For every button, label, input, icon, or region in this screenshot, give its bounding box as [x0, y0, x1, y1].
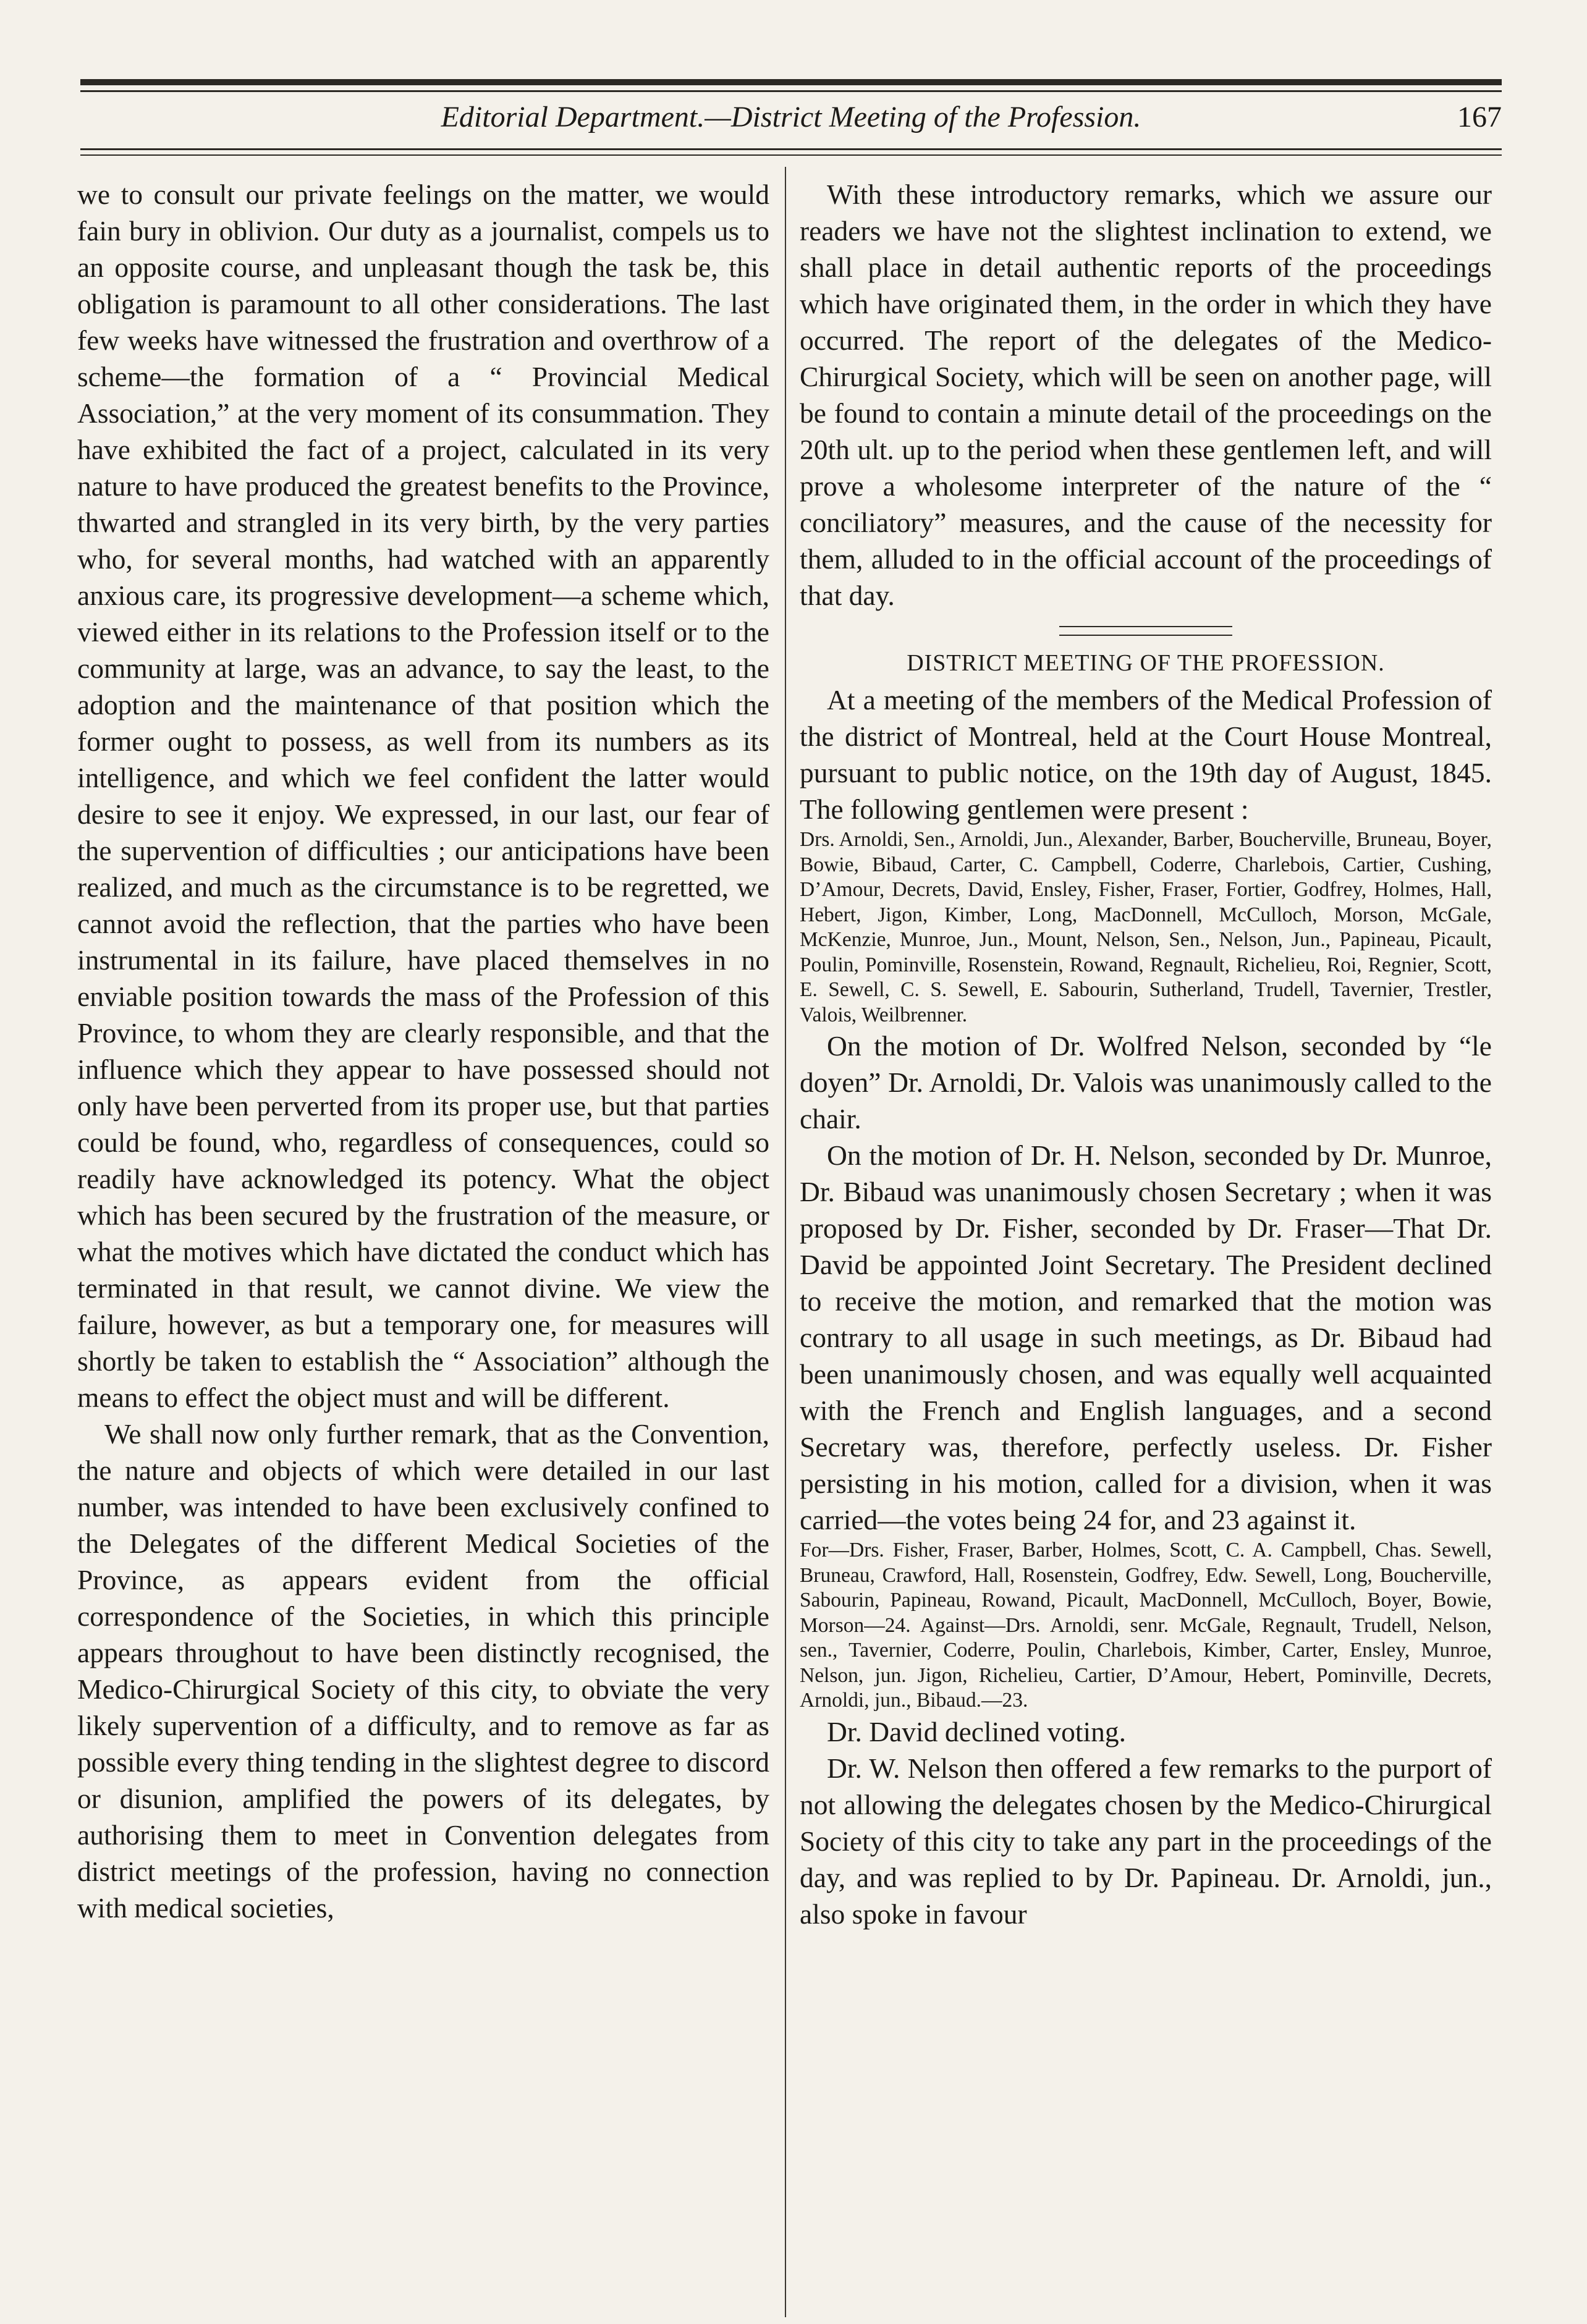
- vote-list: For—Drs. Fisher, Fraser, Barber, Holmes, Scott, C. A. Campbell, Chas. Sewell, Bruneau, Crawford, Hall, Rosenstein, Godfrey, Edw. Sewell, Long, Boucherville, Sabourin, Papineau, Rowand, Picault, MacDonnell, McCulloch, Boyer, Bowie, Morson—24. Against—Drs. Arnoldi, senr. McGale, Regnault, Trudell, Nelson, sen., Tavernier, Coderre, Poulin, Charlebois, Kimber, Carter, Ensley, Munroe, Nelson, jun. Jigon, Richelieu, Cartier, D’Amour, Hebert, Pominville, Decrets, Arnoldi, jun., Bibaud.—23.: [800, 1539, 1492, 1712]
- column-divider: [785, 167, 786, 2317]
- header-title: Editorial Department.—District Meeting of the Profession.: [441, 101, 1141, 133]
- section-separator: [1059, 626, 1232, 636]
- top-rule: [80, 79, 1502, 85]
- left-paragraph-2: We shall now only further remark, that as the Convention, the nature and objects of which were detailed in our last number, was intended to have been exclusively confined to the Delegates of the different Medical Societies of the Province, as appears evident from the official correspondence of the Societies, in which this principle appears throughout to have been distinctly recognised, the Medico-Chirurgical Society of this city, to obviate the very likely supervention of a difficulty, and to remove as far as possible every thing tending in the slightest degree to discord or disunion, amplified the powers of its delegates, by authorising them to meet in Convention delegates from district meetings of the profession, having no connection with medical societies,: [77, 1418, 769, 1924]
- header-rule: [80, 148, 1502, 150]
- left-column: [77, 176, 769, 2302]
- right-paragraph-5: Dr. David declined voting.: [827, 1715, 1126, 1747]
- section-heading: DISTRICT MEETING OF THE PROFESSION.: [907, 650, 1385, 676]
- running-header: [80, 93, 1502, 142]
- right-paragraph-2: At a meeting of the members of the Medical Profession of the district of Montreal, held at the Court House Montreal, pursuant to public notice, on the 19th day of August, 1845. The following gentlemen were present :: [800, 684, 1492, 825]
- left-paragraph-1: we to consult our private feelings on the matter, we would fain bury in oblivion. Our duty as a journalist, compels us to an opposite course, and unpleasant though the task be, this obligation is paramount to all other considerations. The last few weeks have witnessed the frustration and overthrow of a scheme—the formation of a “ Provincial Medical Association,” at the very moment of its consummation. They have exhibited the fact of a project, calculated in its very nature to have produced the greatest benefits to the Province, thwarted and strangled in its very birth, by the very parties who, for several months, had watched with an apparently anxious care, its progressive development—a scheme which, viewed either in its relations to the Profession itself or to the community at large, was an advance, to say the least, to the adoption and the maintenance of that position which the former ought to possess, as well from its numbers as its intelligence, and which we feel confident the latter would desire to see it enjoy. We expressed, in our last, our fear of the supervention of difficulties ; our anticipations have been realized, and much as the circumstance is to be regretted, we cannot avoid the reflection, that the parties who have been instrumental in its failure, have placed themselves in no enviable position towards the mass of the Profession of this Province, to whom they are clearly responsible, and that the influence which they appear to have possessed should not only have been perverted from its proper use, but that parties could be found, who, regardless of consequences, could so readily have acknowledged its potency. What the object which has been secured by the frustration of the measure, or what the motives which have dictated the conduct which has terminated in that result, we cannot divine. We view the failure, however, as but a temporary one, for measures will shortly be taken to establish the “ Association” although the means to effect the object must and will be different.: [77, 179, 769, 1413]
- header-rule-thin: [80, 154, 1502, 156]
- top-rule-thin: [80, 90, 1502, 92]
- right-paragraph-4: On the motion of Dr. H. Nelson, seconded by Dr. Munroe, Dr. Bibaud was unanimously chosen Secretary ; when it was proposed by Dr. Fisher, seconded by Dr. Fraser—That Dr. David be appointed Joint Secretary. The President declined to receive the motion, and remarked that the motion was contrary to all usage in such meetings, as Dr. Bibaud had been unanimously chosen, and was equally well acquainted with the French and English languages, and a second Secretary was, therefore, perfectly useless. Dr. Fisher persisting in his motion, called for a division, when it was carried—the votes being 24 for, and 23 against it.: [800, 1139, 1492, 1536]
- attendee-list: Drs. Arnoldi, Sen., Arnoldi, Jun., Alexander, Barber, Boucherville, Bruneau, Boyer, Bowie, Bibaud, Carter, C. Campbell, Coderre, Charlebois, Cartier, Cushing, D’Amour, Decrets, David, Ensley, Fisher, Fraser, Fortier, Godfrey, Holmes, Hall, Hebert, Jigon, Kimber, Long, MacDonnell, McCulloch, Morson, McGale, McKenzie, Munroe, Jun., Mount, Nelson, Sen., Nelson, Jun., Papineau, Picault, Poulin, Pominville, Rosenstein, Rowand, Regnault, Richelieu, Roi, Regnier, Scott, E. Sewell, C. S. Sewell, E. Sabourin, Sutherland, Trudell, Tavernier, Trestler, Valois, Weilbrenner.: [800, 828, 1492, 1026]
- right-paragraph-6: Dr. W. Nelson then offered a few remarks to the purport of not allowing the delegates chosen by the Medico-Chirurgical Society of this city to take any part in the proceedings of the day, and was replied to by Dr. Papineau. Dr. Arnoldi, jun., also spoke in favour: [800, 1752, 1492, 1930]
- right-paragraph-3: On the motion of Dr. Wolfred Nelson, seconded by “le doyen” Dr. Arnoldi, Dr. Valois was unanimously called to the chair.: [800, 1030, 1492, 1135]
- right-column: [800, 176, 1492, 2302]
- page-number: 167: [1457, 101, 1502, 133]
- right-paragraph-1: With these introductory remarks, which we assure our readers we have not the slightest inclination to extend, we shall place in detail authentic reports of the proceedings which have originated them, in the order in which they have occurred. The report of the delegates of the Medico-Chirurgical Society, which will be seen on another page, will be found to contain a minute detail of the proceedings on the 20th ult. up to the period when these gentlemen left, and will prove a wholesome interpreter of the nature of the “ conciliatory” measures, and the cause of the necessity for them, alluded to in the official account of the proceedings of that day.: [800, 179, 1492, 611]
